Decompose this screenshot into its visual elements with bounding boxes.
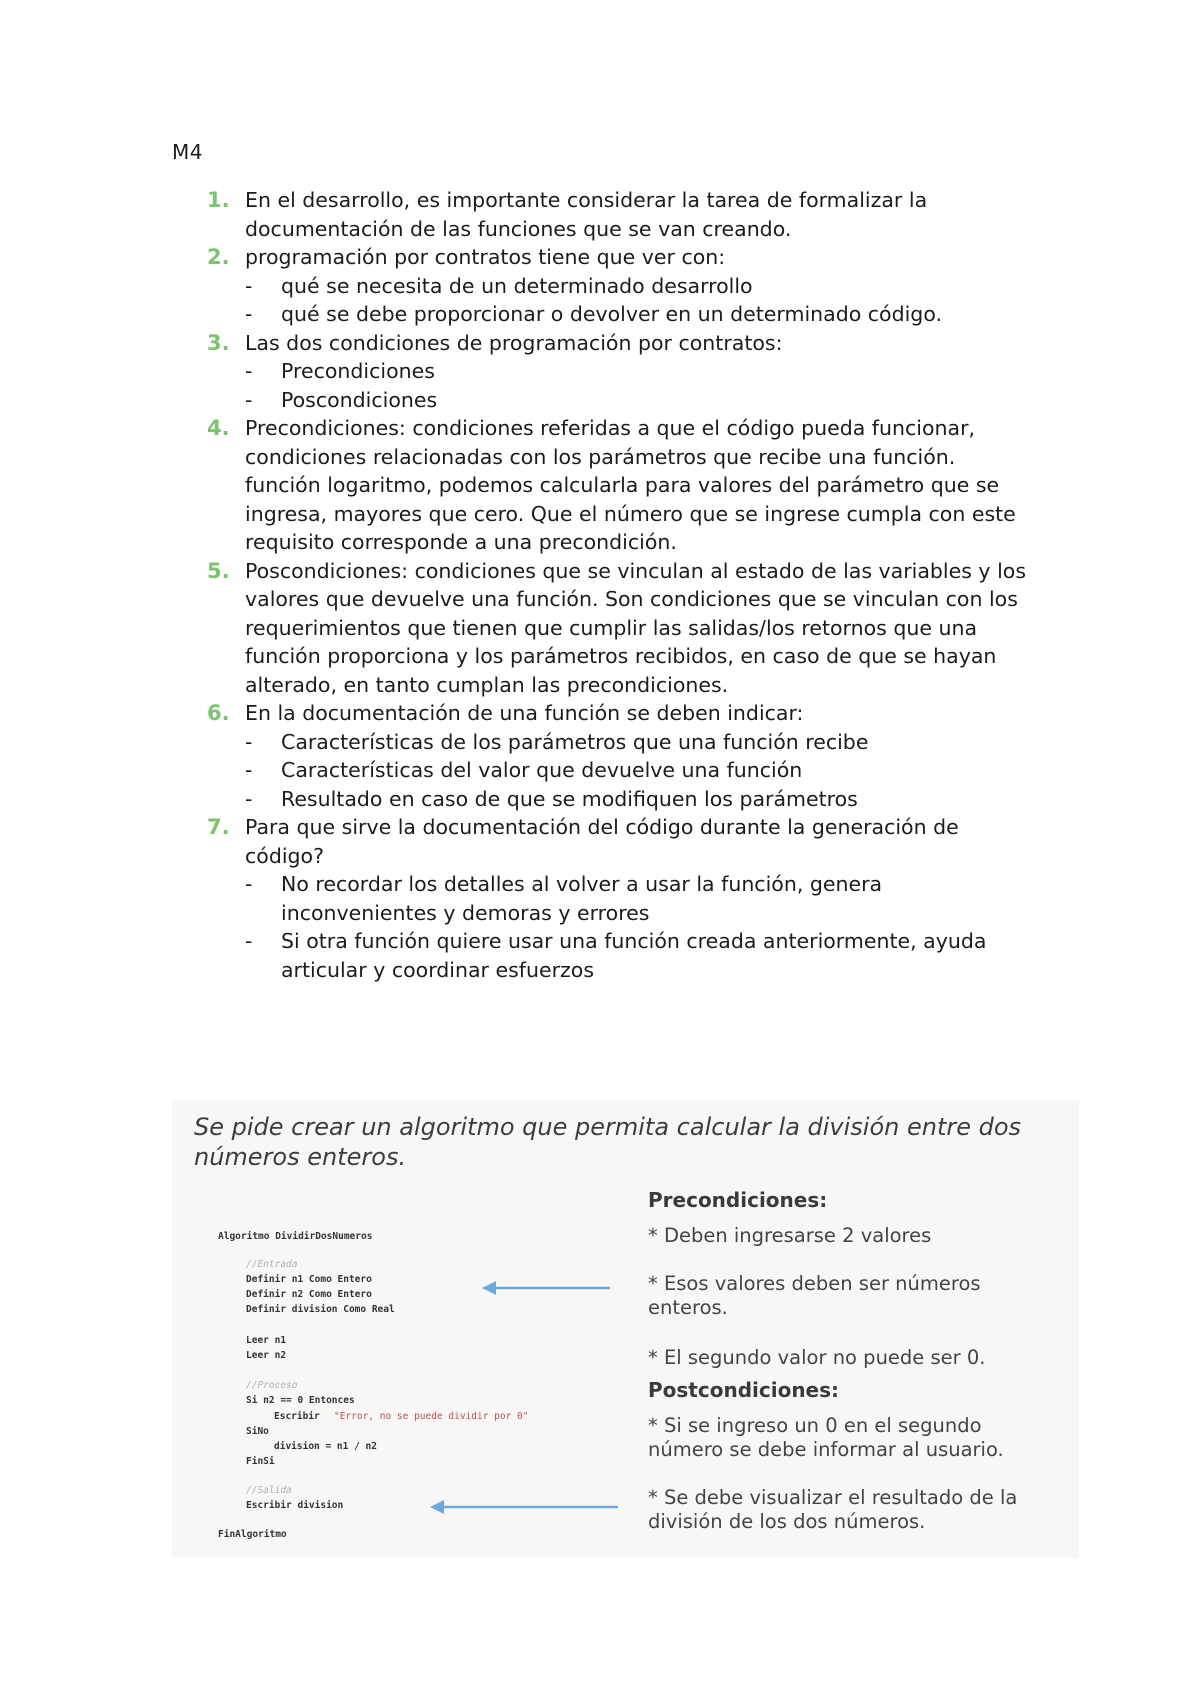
- item-number: 5.: [207, 558, 230, 583]
- code-line: SiNo: [246, 1426, 269, 1437]
- code-line: FinAlgoritmo: [218, 1529, 287, 1540]
- arrow-left-icon: [430, 1499, 620, 1515]
- item-text: Precondiciones: condiciones referidas a que el código pueda funcionar, condiciones relacionadas con los parámetros que recibe una función. función logaritmo, podemos calcularla para valores del parámetro que se ingresa, mayores que cero. Que el número que se ingrese cumpla con este requisito corresponde a una precondición.: [245, 416, 1016, 554]
- list-item: [205, 243, 1035, 329]
- item-text: En el desarrollo, es importante considerar la tarea de formalizar la documentación de las funciones que se van creando.: [245, 188, 928, 241]
- code-line: Algoritmo DividirDosNumeros: [218, 1231, 373, 1242]
- postconditions-heading: Postcondiciones:: [648, 1378, 840, 1402]
- sub-list: [245, 728, 1035, 814]
- item-number: 2.: [207, 245, 230, 269]
- sub-item-text: Poscondiciones: [281, 387, 438, 412]
- precondition-item: * Esos valores deben ser números enteros.: [648, 1272, 981, 1319]
- sub-item: [245, 756, 1035, 785]
- document-title: M4: [172, 140, 203, 164]
- sub-item-text: Resultado en caso de que se modifiquen los parámetros: [281, 786, 858, 811]
- dash-bullet: -: [245, 872, 253, 896]
- dash-bullet: -: [245, 359, 253, 383]
- code-comment: //Entrada: [246, 1259, 298, 1270]
- code-comment: //Proceso: [246, 1380, 298, 1391]
- code-line: Definir n2 Como Entero: [246, 1289, 372, 1300]
- item-number: 6.: [207, 701, 230, 725]
- dash-bullet: -: [245, 929, 253, 953]
- list-item: [205, 557, 1035, 700]
- sub-list: [245, 870, 1035, 984]
- list-item: [205, 414, 1035, 557]
- preconditions-heading: Precondiciones:: [648, 1188, 828, 1212]
- sub-item-text: Si otra función quiere usar una función creada anteriormente, ayuda articular y coordinar esfuerzos: [281, 929, 987, 982]
- sub-item: [245, 272, 1035, 301]
- sub-item-text: Características del valor que devuelve una función: [281, 758, 803, 782]
- item-number: 7.: [207, 815, 230, 839]
- sub-item: [245, 728, 1035, 757]
- code-line: Definir division Como Real: [246, 1304, 395, 1315]
- sub-item: [245, 386, 1035, 415]
- code-line: Leer n2: [246, 1350, 287, 1361]
- dash-bullet: -: [245, 729, 253, 754]
- item-number: 4.: [207, 416, 230, 440]
- sub-item-text: qué se debe proporcionar o devolver en un determinado código.: [281, 302, 943, 326]
- dash-bullet: -: [245, 786, 253, 811]
- dash-bullet: -: [245, 273, 253, 298]
- sub-item: [245, 927, 1035, 984]
- sub-item: [245, 357, 1035, 386]
- item-text: Las dos condiciones de programación por contratos:: [245, 330, 783, 355]
- item-text: Poscondiciones: condiciones que se vinculan al estado de las variables y los valores que devuelve una función. Son condiciones que se vinculan con los requerimientos que tienen que cumplir las salidas/los retornos que una función proporciona y los parámetros recibidos, en caso de que se hayan alterado, en tanto cumplan las precondiciones.: [245, 558, 1027, 697]
- figure-title: Se pide crear un algoritmo que permita calcular la división entre dos números enteros.: [194, 1113, 1022, 1171]
- precondition-item: * El segundo valor no puede ser 0.: [648, 1346, 986, 1369]
- list-item: [205, 699, 1035, 813]
- sub-list: [245, 272, 1035, 329]
- dash-bullet: -: [245, 387, 253, 412]
- code-line: Definir n1 Como Entero: [246, 1274, 372, 1285]
- dash-bullet: -: [245, 302, 253, 326]
- postcondition-item: * Si se ingreso un 0 en el segundo número se debe informar al usuario.: [648, 1414, 1004, 1461]
- sub-item: [245, 785, 1035, 814]
- item-text: En la documentación de una función se deben indicar:: [245, 701, 804, 725]
- arrow-left-icon: [482, 1280, 612, 1296]
- sub-item-text: Características de los parámetros que una función recibe: [281, 729, 869, 754]
- precondition-item: * Deben ingresarse 2 valores: [648, 1224, 932, 1247]
- code-line: division = n1 / n2: [274, 1441, 377, 1452]
- algorithm-figure: [172, 1100, 1079, 1558]
- item-text: programación por contratos tiene que ver con:: [245, 245, 726, 269]
- item-text: Para que sirve la documentación del código durante la generación de código?: [245, 815, 959, 868]
- code-string: "Error, no se puede dividir por 0": [334, 1411, 529, 1422]
- dash-bullet: -: [245, 758, 253, 782]
- code-line: Escribir: [274, 1411, 320, 1422]
- sub-item: [245, 870, 1035, 927]
- code-line: Escribir division: [246, 1500, 344, 1511]
- code-line: FinSi: [246, 1456, 275, 1467]
- postcondition-item: * Se debe visualizar el resultado de la división de los dos números.: [648, 1486, 1018, 1533]
- notes-list: [205, 186, 1035, 984]
- list-item: [205, 329, 1035, 415]
- sub-item-text: No recordar los detalles al volver a usar la función, genera inconvenientes y demoras y errores: [281, 872, 883, 925]
- sub-list: [245, 357, 1035, 414]
- sub-item: [245, 300, 1035, 329]
- sub-item-text: qué se necesita de un determinado desarrollo: [281, 273, 753, 298]
- list-item: [205, 813, 1035, 984]
- sub-item-text: Precondiciones: [281, 359, 435, 383]
- item-number: 3.: [207, 330, 230, 355]
- code-comment: //Salida: [246, 1485, 292, 1496]
- list-item: [205, 186, 1035, 243]
- code-line: Leer n1: [246, 1335, 287, 1346]
- code-line: Si n2 == 0 Entonces: [246, 1395, 355, 1406]
- item-number: 1.: [207, 188, 230, 212]
